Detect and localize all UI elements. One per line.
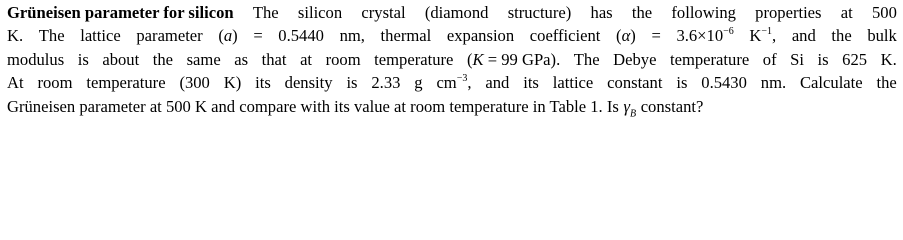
word: its	[523, 73, 539, 93]
bulk-modulus-expression: (K = 99 GPa).	[466, 49, 561, 69]
word: temperature	[374, 49, 454, 69]
word: Calculate	[799, 73, 863, 93]
word: lattice	[80, 26, 121, 46]
word: coefficient	[529, 26, 601, 46]
word: the	[152, 49, 174, 69]
word: The	[38, 26, 65, 46]
word: 500	[871, 3, 897, 22]
problem-title: Grüneisen parameter for silicon	[7, 3, 234, 22]
word: thermal	[380, 26, 432, 46]
density-unit: $cm^{-3}$,	[436, 72, 472, 93]
word: the	[876, 73, 897, 93]
text-line-3	[7, 48, 897, 71]
word: K.	[7, 26, 24, 46]
word: that	[261, 49, 287, 69]
word: Debye	[613, 49, 657, 69]
word: K.	[880, 49, 897, 69]
word: =	[651, 26, 661, 46]
word: The	[573, 49, 600, 69]
word: structure)	[507, 3, 572, 22]
text-line-5	[7, 95, 897, 118]
word: crystal	[361, 3, 406, 22]
word: parameter	[136, 26, 203, 46]
word: At	[7, 73, 24, 93]
word: nm,	[339, 26, 365, 46]
word: temperature	[86, 73, 166, 93]
word: bulk	[867, 26, 897, 46]
word: expansion	[446, 26, 515, 46]
word: temperature	[669, 49, 750, 69]
word: the	[631, 3, 653, 22]
line-text: Grüneisen parameter at 500 K and compare with its value at room temperature in Table 1. Is	[7, 96, 619, 116]
word: g	[414, 73, 423, 93]
word: (diamond	[424, 3, 489, 22]
word: The	[252, 3, 279, 22]
expansion-coefficient-value: $3.6\times 10^{-6}$	[676, 25, 734, 46]
word: is	[817, 49, 829, 69]
word: =	[253, 26, 263, 46]
word: of	[762, 49, 777, 69]
word: about	[102, 49, 140, 69]
word: K)	[223, 73, 242, 93]
word: following	[671, 3, 736, 22]
text-line-1	[7, 1, 897, 24]
word: is	[676, 73, 688, 93]
word: constant	[607, 73, 663, 93]
word: is	[77, 49, 89, 69]
gruneisen-symbol: $\gamma_B$	[623, 96, 637, 119]
word: 625	[842, 49, 868, 69]
word: room	[325, 49, 361, 69]
word: as	[234, 49, 249, 69]
text-line-4	[7, 71, 897, 94]
expansion-coefficient-unit: $K^{-1}$,	[749, 25, 777, 46]
word: modulus	[7, 49, 65, 69]
word: the	[831, 26, 852, 46]
text-line-2	[7, 24, 897, 47]
word: properties	[755, 3, 822, 22]
word: 2.33	[371, 73, 401, 93]
word: room	[37, 73, 73, 93]
lattice-parameter-symbol: (a)	[218, 26, 238, 46]
word: its	[255, 73, 271, 93]
word: and	[485, 73, 510, 93]
word: lattice	[552, 73, 594, 93]
word: and	[791, 26, 816, 46]
word: is	[346, 73, 358, 93]
word: has	[590, 3, 613, 22]
word: (300	[179, 73, 210, 93]
word: at	[840, 3, 853, 22]
word: silicon	[297, 3, 343, 22]
word: at	[300, 49, 313, 69]
word: constant?	[640, 96, 704, 116]
word: Si	[790, 49, 804, 69]
word: same	[186, 49, 221, 69]
thermal-expansion-symbol: (α)	[616, 26, 636, 46]
word: 0.5440	[278, 26, 324, 46]
word: 0.5430	[701, 73, 747, 93]
word: nm.	[760, 73, 787, 93]
word: density	[284, 73, 333, 93]
